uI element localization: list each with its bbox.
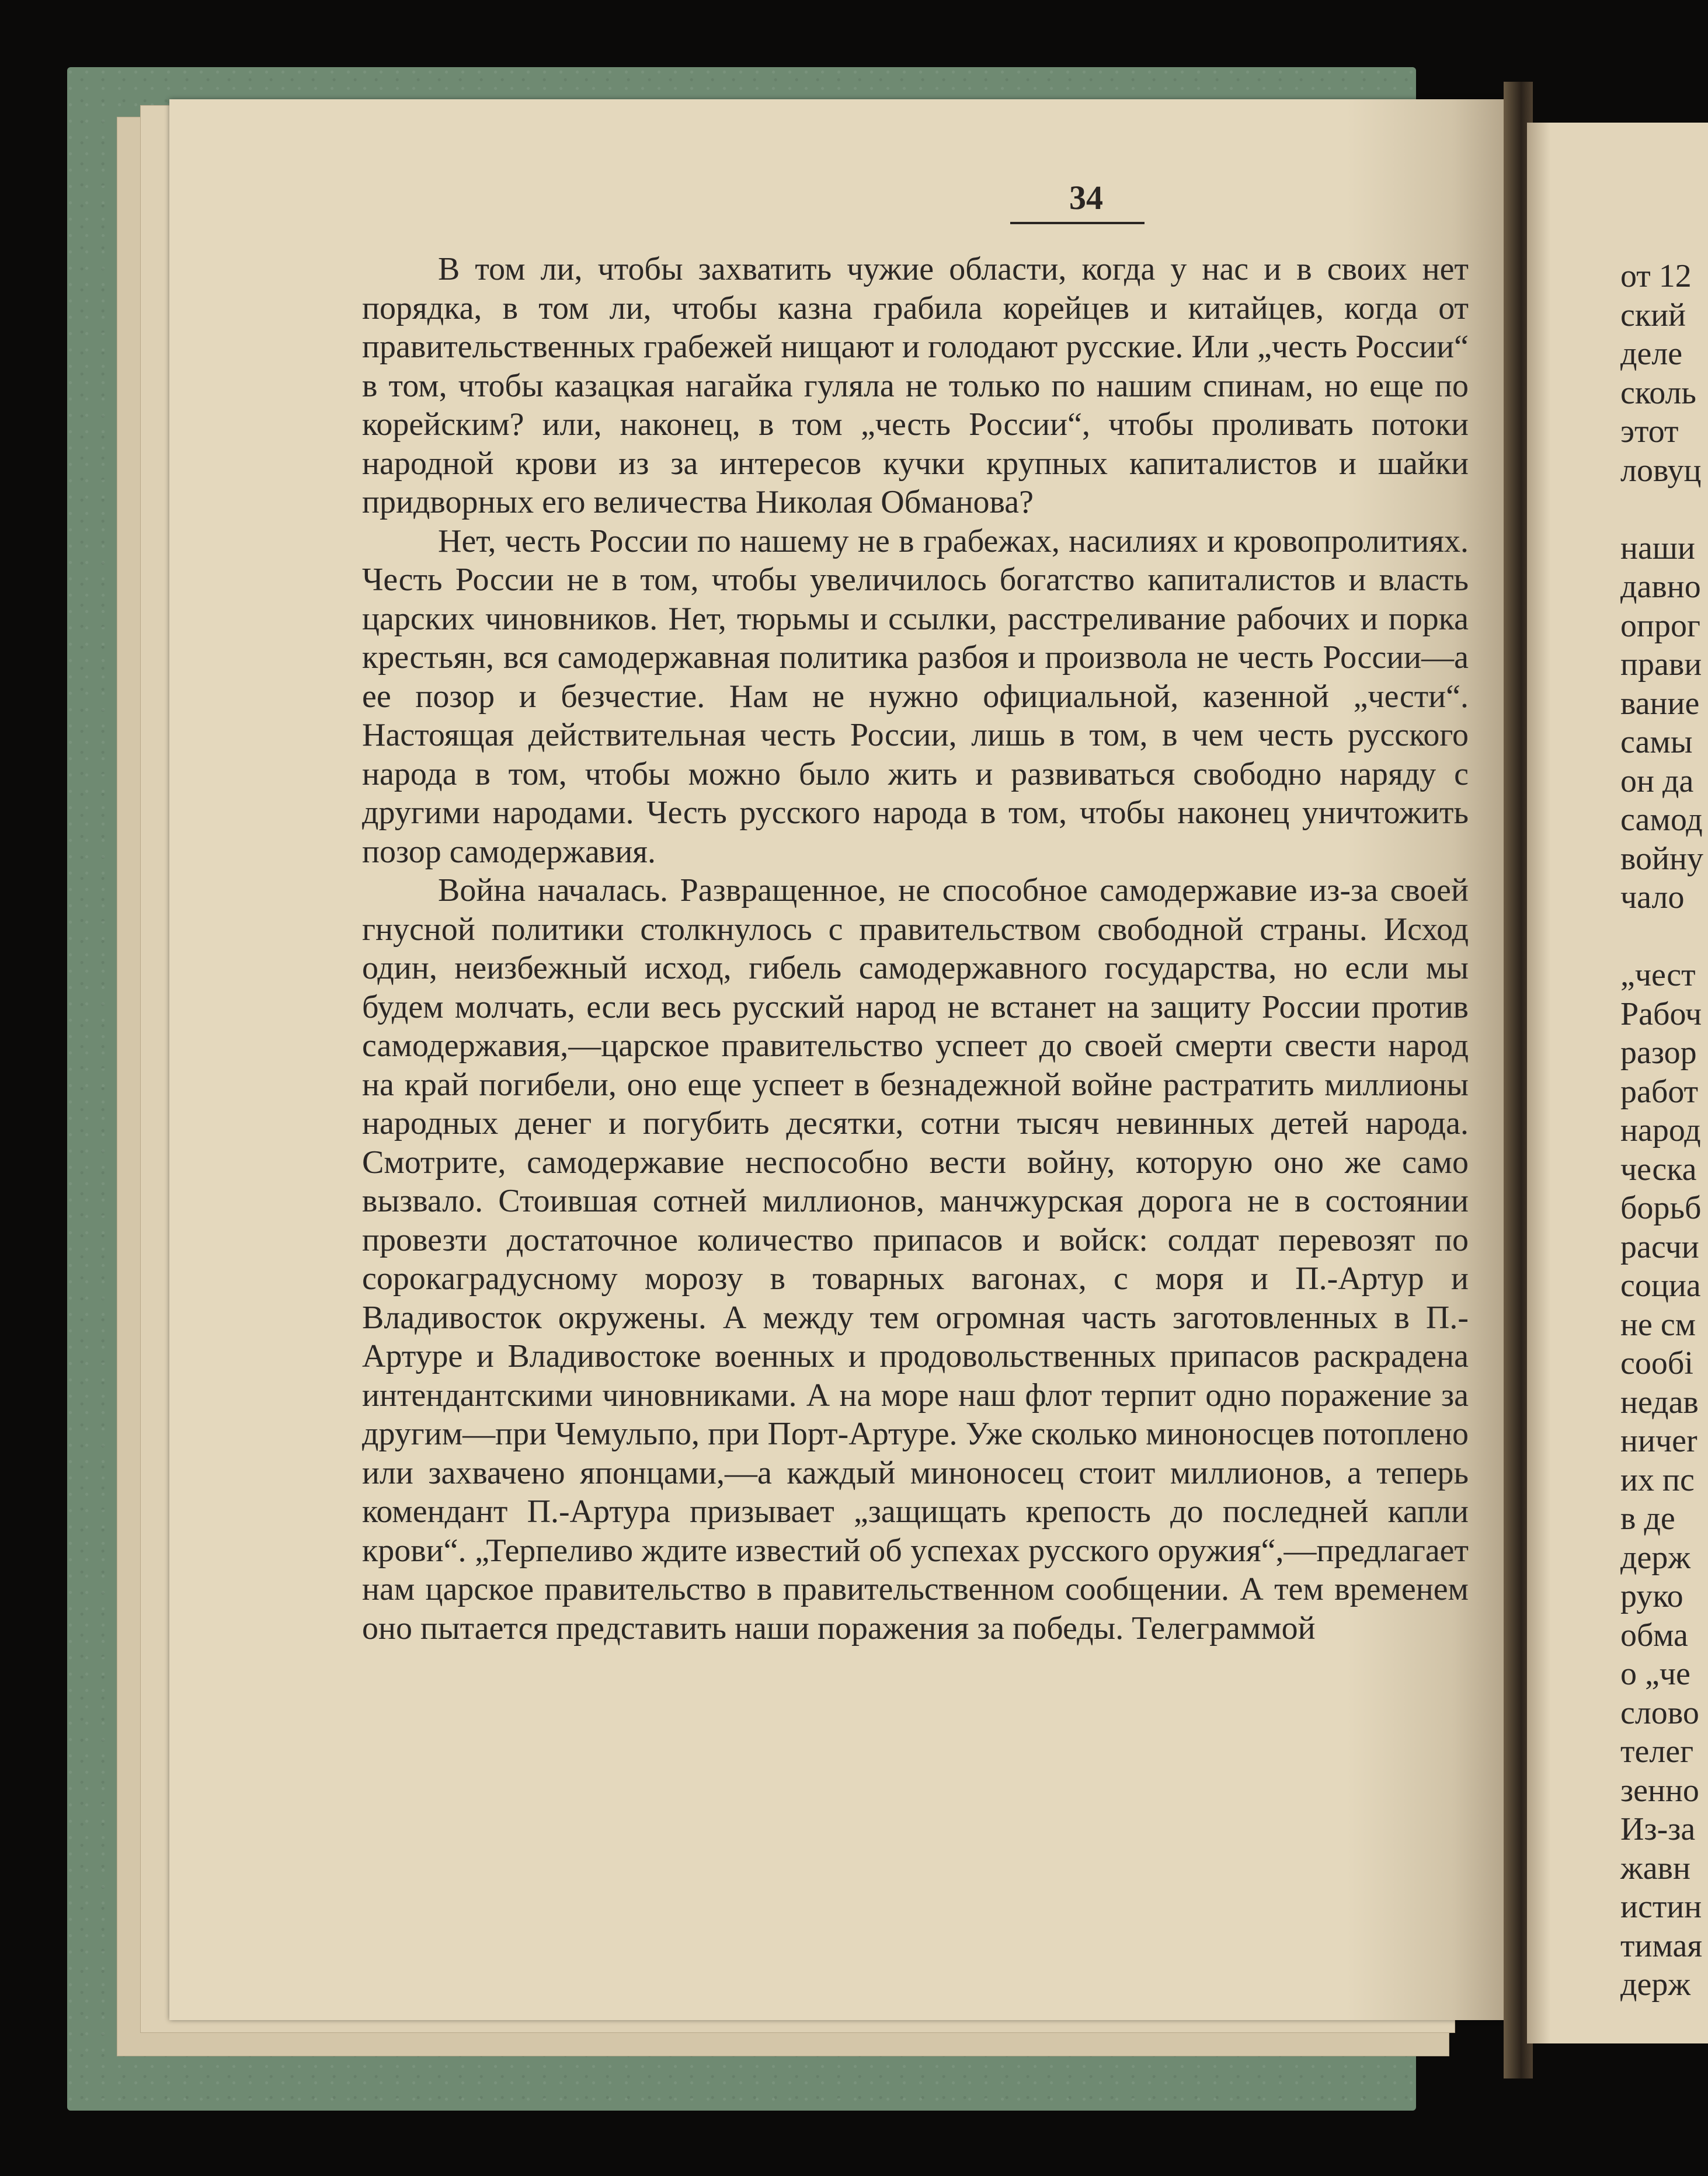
opposite-page-line: держ — [1620, 1966, 1691, 2003]
opposite-page-line: ничеr — [1620, 1423, 1697, 1459]
opposite-page-line: работ — [1620, 1073, 1699, 1110]
opposite-page-line: жавн — [1620, 1850, 1690, 1886]
opposite-page-line: народ — [1620, 1112, 1701, 1148]
opposite-page-line: этот — [1620, 413, 1679, 450]
opposite-page-line: недав — [1620, 1384, 1699, 1421]
opposite-page-line: Из-за — [1620, 1811, 1696, 1847]
page-number-rule — [1010, 222, 1145, 224]
opposite-page-line: чало — [1620, 879, 1685, 915]
opposite-page-text — [1620, 257, 1708, 2004]
opposite-page-line: держ — [1620, 1539, 1691, 1576]
opposite-page-line: расчи — [1620, 1228, 1699, 1265]
opposite-page-line: ловуц — [1620, 452, 1702, 489]
paragraph: Война началась. Развращенное, не способное самодержавие из-за своей гнусной политики столкнулось с правительством свободной страны. Исход один, неизбежный исход, гибель самодержавного государства, но если мы будем молчать, если весь русский народ не встанет на защиту России против самодержавия,—царское правительство успеет до своей смерти свести народ на край погибели, оно еще успеет в безнадежной войне растратить миллионы народных денег и погубить десятки, сотни тысяч невинных детей народа. Смотрите, самодержавие неспособно вести войну, которую оно же само вызвало. Стоившая сотней миллионов, манчжурская дорога не в состоянии провезти достаточное количество припасов и войск: солдат перевозят по сорокаградусному морозу в товарных вагонах, с моря и П.-Артур и Владивосток окружены. А между тем огромная часть заготовленных в П.-Артуре и Владивостоке военных и продовольственных припасов раскрадена интендантскими чиновниками. А на море наш флот терпит одно поражение за другим—при Чемульпо, при Порт-Артуре. Уже сколько миноносцев потоплено или захвачено японцами,—а каждый миноносец стоит миллионов, а теперь комендант П.-Артура призывает „защищать крепость до последней капли крови“. „Терпеливо ждите известий об успехах русского оружия“,—предлагает нам царское правительство в правительственном сообщении. А тем временем оно пытается представить наши поражения за победы. Телеграммой — [362, 872, 1469, 1646]
opposite-page-line: деле — [1620, 336, 1683, 372]
book-page-left — [169, 99, 1507, 2020]
opposite-page-line: слово — [1620, 1694, 1699, 1731]
opposite-page-line: не см — [1620, 1306, 1696, 1343]
opposite-page-line: обма — [1620, 1617, 1688, 1653]
opposite-page-line — [1620, 917, 1708, 956]
opposite-page-line: „чест — [1620, 957, 1696, 993]
opposite-page-line: в де — [1620, 1500, 1675, 1537]
opposite-page-line: войну — [1620, 840, 1703, 877]
opposite-page-line: ческа — [1620, 1151, 1697, 1188]
opposite-page-line: вание — [1620, 685, 1700, 722]
opposite-page-line: давно — [1620, 569, 1701, 605]
opposite-page-line — [1620, 490, 1708, 529]
opposite-page-line: разор — [1620, 1035, 1697, 1071]
opposite-page-line: тимая — [1620, 1927, 1703, 1964]
opposite-page-line: зенно — [1620, 1772, 1699, 1809]
opposite-page-line: их пс — [1620, 1461, 1695, 1498]
opposite-page-line: от 12 — [1620, 258, 1692, 294]
opposite-page-line: борьб — [1620, 1190, 1702, 1226]
opposite-page-line: он да — [1620, 763, 1694, 799]
opposite-page-line: самод — [1620, 802, 1703, 838]
opposite-page-line: ский — [1620, 297, 1686, 333]
page-body — [362, 250, 1469, 1648]
opposite-page-line: телег — [1620, 1733, 1694, 1770]
opposite-page-line: наши — [1620, 530, 1695, 566]
paragraph: Нет, честь России по нашему не в грабежах, насилиях и кровопролитиях. Честь России не в том, чтобы увеличилось богатство капиталистов и власть царских чиновников. Нет, тюрьмы и ссылки, расстреливание рабочих и порка крестьян, вся самодержавная политика разбоя и произвола не честь России—а ее позор и безчестие. Нам не нужно официальной, казенной „чести“. Настоящая действительная честь России, лишь в том, в чем честь русского народа в том, чтобы можно было жить и развиваться свободно наряду с другими народами. Честь русского народа в том, чтобы наконец уничтожить позор самодержавия. — [362, 523, 1469, 870]
opposite-page-line: истин — [1620, 1889, 1702, 1925]
opposite-page-line: прави — [1620, 646, 1702, 683]
page-number: 34 — [1069, 179, 1103, 217]
paragraph: В том ли, чтобы захватить чужие области, когда у нас и в своих нет порядка, в том ли, чтобы казна грабила корейцев и китайцев, когда от правительственных грабежей нищают и голодают русские. Или „честь России“ в том, чтобы казацкая нагайка гуляла не только по нашим спинам, но еще по корейским? или, наконец, в том „честь России“, чтобы проливать потоки народной крови из за интересов кучки крупных капиталистов и шайки придворных его величества Николая Обманова? — [362, 251, 1469, 520]
opposite-page-line: самы — [1620, 724, 1693, 760]
book-page-right — [1527, 123, 1708, 2043]
opposite-page-line: социа — [1620, 1268, 1701, 1304]
opposite-page-line: опрог — [1620, 607, 1700, 644]
opposite-page-line: Рабоч — [1620, 995, 1702, 1032]
opposite-page-line: руко — [1620, 1578, 1683, 1614]
opposite-page-line: сколь — [1620, 374, 1696, 411]
opposite-page-line: сообі — [1620, 1345, 1693, 1381]
opposite-page-line: о „че — [1620, 1656, 1690, 1692]
